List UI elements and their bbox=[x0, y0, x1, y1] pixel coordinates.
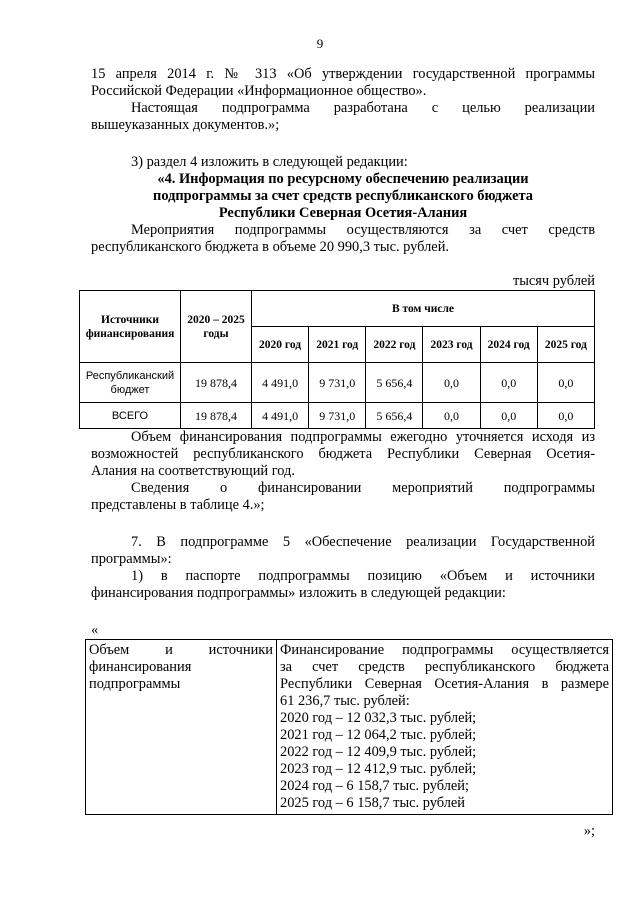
table-row bbox=[80, 363, 595, 403]
passport-value-line: за счет средств республиканского бюджета bbox=[280, 659, 609, 675]
after-table-line-2: возможностей республиканского бюджета Республики Северная Осетия- bbox=[91, 446, 595, 462]
item7-line-2: программы»: bbox=[91, 551, 172, 567]
passport-label-word: Объем bbox=[89, 642, 130, 658]
passport-value-line: Республики Северная Осетия-Алания в размере bbox=[280, 676, 609, 692]
row-value: 4 491,0 bbox=[252, 363, 309, 403]
section3-text-line-1: Мероприятия подпрограммы осуществляются за счет средств bbox=[131, 222, 595, 238]
col-head-year: 2022 год bbox=[366, 327, 423, 363]
item7-line-3: 1) в паспорте подпрограммы позицию «Объем и источники bbox=[131, 568, 595, 584]
col-head-year: 2023 год bbox=[423, 327, 480, 363]
section-heading-line-3: Республики Северная Осетия-Алания bbox=[218, 205, 468, 221]
passport-year-line: 2022 год – 12 409,9 тыс. рублей; bbox=[280, 744, 477, 760]
section-heading-line-1: «4. Информация по ресурсному обеспечению реализации bbox=[157, 171, 529, 187]
passport-year-line: 2025 год – 6 158,7 тыс. рублей bbox=[280, 795, 465, 811]
col-head-year: 2021 год bbox=[309, 327, 366, 363]
col-head-year: 2025 год bbox=[537, 327, 594, 363]
passport-table bbox=[85, 639, 613, 815]
passport-year-line: 2023 год – 12 412,9 тыс. рублей; bbox=[280, 761, 477, 777]
row-value: 0,0 bbox=[537, 403, 594, 429]
after-table-line-3: Алания на соответствующий год. bbox=[91, 463, 295, 479]
row-total: 19 878,4 bbox=[181, 363, 252, 403]
section-heading-line-2: подпрограммы за счет средств республиканского бюджета bbox=[153, 188, 533, 204]
row-value: 4 491,0 bbox=[252, 403, 309, 429]
passport-year-line: 2024 год – 6 158,7 тыс. рублей; bbox=[280, 778, 469, 794]
after-table-line-1: Объем финансирования подпрограммы ежегодно уточняется исходя из bbox=[131, 429, 595, 445]
intro-line-3: Настоящая подпрограмма разработана с целью реализации bbox=[131, 100, 595, 116]
passport-label-word: источники bbox=[208, 642, 273, 658]
passport-value-line: 61 236,7 тыс. рублей: bbox=[280, 693, 410, 709]
page-number: 9 bbox=[316, 36, 324, 51]
passport-value-line: Финансирование подпрограммы осуществляется bbox=[280, 642, 609, 658]
passport-label-line: подпрограммы bbox=[89, 676, 181, 692]
row-value: 0,0 bbox=[480, 403, 537, 429]
row-value: 5 656,4 bbox=[366, 403, 423, 429]
row-total: 19 878,4 bbox=[181, 403, 252, 429]
row-value: 0,0 bbox=[480, 363, 537, 403]
open-quote: « bbox=[91, 622, 99, 638]
row-value: 0,0 bbox=[423, 363, 480, 403]
row-source: Республиканский бюджет bbox=[80, 363, 181, 403]
col-head-year: 2024 год bbox=[480, 327, 537, 363]
col-head-including: В том числе bbox=[252, 291, 595, 327]
financing-table bbox=[79, 290, 595, 429]
row-source: ВСЕГО bbox=[80, 403, 181, 429]
passport-year-line: 2020 год – 12 032,3 тыс. рублей; bbox=[280, 710, 477, 726]
row-value: 0,0 bbox=[423, 403, 480, 429]
col-head-period: 2020 – 2025 годы bbox=[181, 291, 252, 363]
intro-line-1: 15 апреля 2014 г. № 313 «Об утверждении государственной программы bbox=[91, 66, 595, 82]
row-value: 9 731,0 bbox=[309, 403, 366, 429]
table-row bbox=[80, 403, 595, 429]
item7-line-4: финансирования подпрограммы» изложить в следующей редакции: bbox=[91, 585, 506, 601]
row-value: 5 656,4 bbox=[366, 363, 423, 403]
close-quote: »; bbox=[583, 823, 595, 839]
row-value: 9 731,0 bbox=[309, 363, 366, 403]
document-body bbox=[85, 66, 609, 840]
passport-year-line: 2021 год – 12 064,2 тыс. рублей; bbox=[280, 727, 477, 743]
passport-label-cell bbox=[86, 640, 277, 815]
intro-line-2: Российской Федерации «Информационное общество». bbox=[91, 83, 427, 99]
passport-label-word: и bbox=[165, 642, 173, 658]
after-table-line-4: Сведения о финансировании мероприятий подпрограммы bbox=[131, 480, 595, 496]
section3-lead: 3) раздел 4 изложить в следующей редакции: bbox=[131, 154, 408, 170]
col-head-year: 2020 год bbox=[252, 327, 309, 363]
item7-line-1: 7. В подпрограмме 5 «Обеспечение реализации Государственной bbox=[131, 534, 595, 550]
after-table-line-5: представлены в таблице 4.»; bbox=[91, 497, 265, 513]
row-value: 0,0 bbox=[537, 363, 594, 403]
intro-line-4: вышеуказанных документов.»; bbox=[91, 117, 280, 133]
section3-text-line-2: республиканского бюджета в объеме 20 990,3 тыс. рублей. bbox=[91, 239, 449, 255]
passport-value-cell bbox=[277, 640, 613, 815]
unit-label: тысяч рублей bbox=[512, 273, 595, 289]
passport-label-line: финансирования bbox=[89, 659, 192, 675]
col-head-source: Источники финансирования bbox=[80, 291, 181, 363]
